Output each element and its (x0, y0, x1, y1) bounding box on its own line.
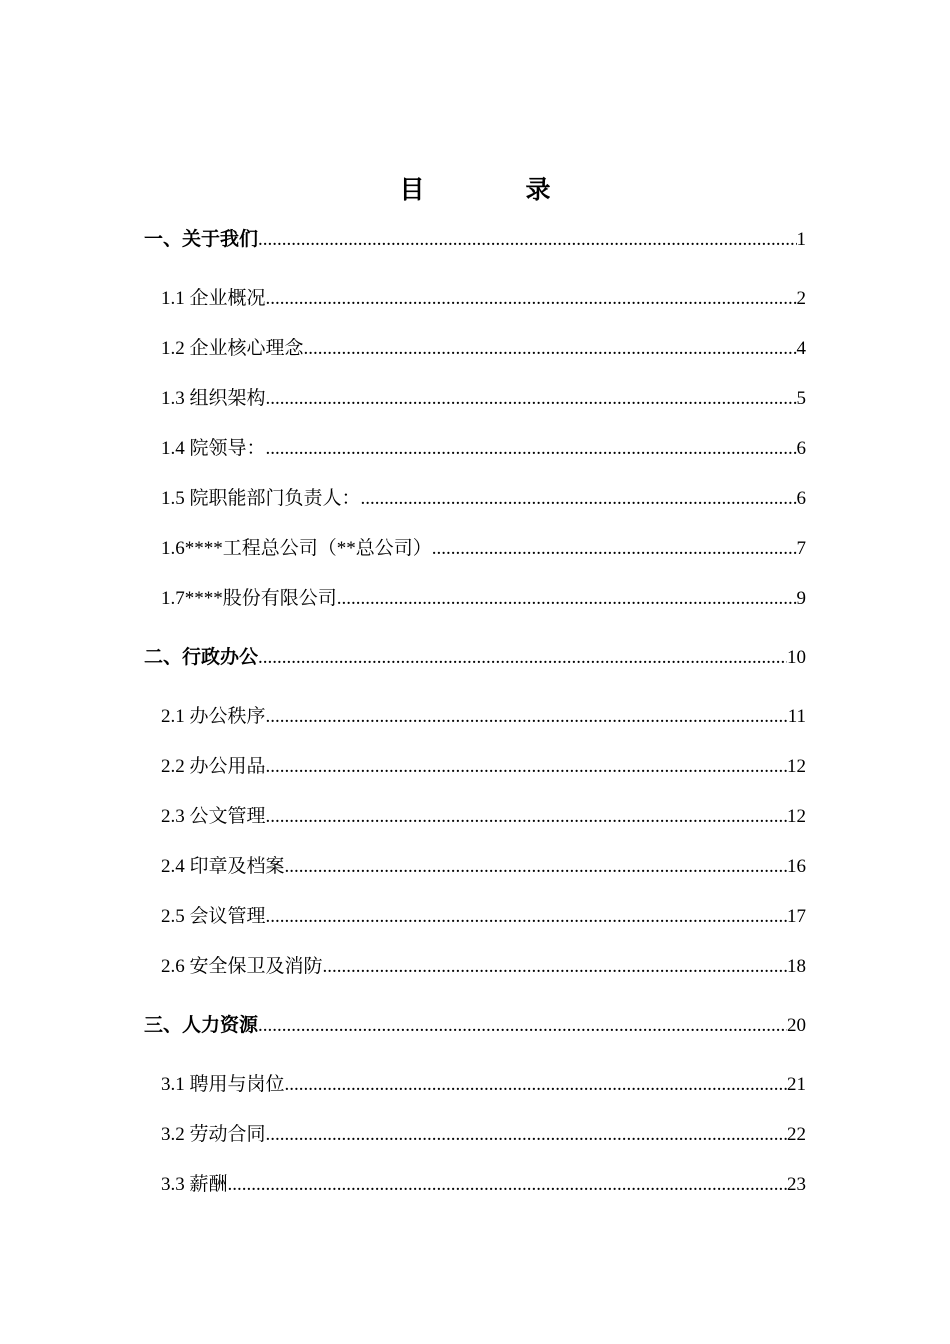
toc-page-number: 11 (787, 706, 806, 727)
toc-section-entry[interactable] (144, 438, 806, 460)
toc-page-number: 4 (796, 338, 806, 359)
toc-dot-leader (266, 906, 787, 928)
toc-entry-title: 2.3 公文管理 (161, 806, 266, 827)
toc-section-entry[interactable] (144, 756, 806, 778)
toc-entry-title: 2.1 办公秩序 (161, 706, 266, 727)
toc-page-number: 7 (796, 538, 806, 559)
toc-entry-title: 3.3 薪酬 (161, 1174, 228, 1195)
toc-entry-title: 3.1 聘用与岗位 (161, 1074, 285, 1095)
toc-dot-leader (266, 1124, 787, 1146)
toc-entry-title: 1.5 院职能部门负责人： (161, 488, 361, 509)
toc-page-number: 5 (796, 388, 806, 409)
toc-page-number: 2 (796, 288, 806, 309)
toc-entry-title: 2.4 印章及档案 (161, 856, 285, 877)
toc-dot-leader (285, 1074, 787, 1096)
toc-section-entry[interactable] (144, 1124, 806, 1146)
toc-page-number: 6 (796, 488, 806, 509)
toc-page-number: 17 (787, 906, 806, 927)
toc-entry-title: 1.6****工程总公司（**总公司） (161, 538, 432, 559)
toc-entry-title: 3.2 劳动合同 (161, 1124, 266, 1145)
toc-section-entry[interactable] (144, 856, 806, 878)
toc-page-number: 20 (787, 1015, 806, 1036)
toc-entry-title: 1.4 院领导： (161, 438, 266, 459)
toc-entry-title: 2.2 办公用品 (161, 756, 266, 777)
toc-chapter-entry[interactable] (144, 1014, 806, 1036)
toc-page-number: 23 (787, 1174, 806, 1195)
toc-dot-leader (304, 338, 797, 360)
toc-entry-title: 1.3 组织架构 (161, 388, 266, 409)
toc-section-entry[interactable] (144, 1174, 806, 1196)
toc-section-entry[interactable] (144, 538, 806, 560)
toc-dot-leader (266, 756, 787, 778)
toc-entry-title: 2.6 安全保卫及消防 (161, 956, 323, 977)
toc-section-entry[interactable] (144, 588, 806, 610)
toc-dot-leader (266, 806, 787, 828)
toc-dot-leader (258, 1015, 787, 1036)
toc-dot-leader (432, 538, 797, 560)
toc-page-number: 12 (787, 806, 806, 827)
toc-dot-leader (228, 1174, 787, 1196)
toc-page-number: 1 (796, 229, 806, 250)
toc-dot-leader (258, 647, 787, 668)
toc-dot-leader (337, 588, 797, 610)
toc-page-number: 6 (796, 438, 806, 459)
toc-page-number: 12 (787, 756, 806, 777)
toc-dot-leader (266, 288, 797, 310)
toc-chapter-entry[interactable] (144, 228, 806, 250)
toc-entry-title: 三、人力资源 (144, 1014, 259, 1036)
toc-dot-leader (266, 706, 788, 728)
toc-page-number: 21 (787, 1074, 806, 1095)
toc-dot-leader (266, 438, 797, 460)
toc-page-number: 22 (787, 1124, 806, 1145)
toc-dot-leader (266, 388, 797, 410)
toc-dot-leader (323, 956, 787, 978)
toc-section-entry[interactable] (144, 338, 806, 360)
toc-entry-title: 2.5 会议管理 (161, 906, 266, 927)
toc-section-entry[interactable] (144, 906, 806, 928)
toc-page-number: 18 (787, 956, 806, 977)
toc-section-entry[interactable] (144, 488, 806, 510)
toc-entry-title: 1.1 企业概况 (161, 288, 266, 309)
toc-section-entry[interactable] (144, 956, 806, 978)
toc-section-entry[interactable] (144, 288, 806, 310)
toc-dot-leader (361, 488, 797, 510)
toc-entry-title: 二、行政办公 (144, 646, 259, 668)
toc-entry-title: 1.2 企业核心理念 (161, 338, 304, 359)
toc-page-number: 16 (787, 856, 806, 877)
toc-dot-leader (258, 229, 796, 250)
toc-section-entry[interactable] (144, 806, 806, 828)
toc-page-number: 9 (796, 588, 806, 609)
toc-section-entry[interactable] (144, 706, 806, 728)
toc-entry-title: 一、关于我们 (144, 228, 259, 250)
toc-title: 目 录 (399, 175, 589, 204)
toc-entry-title: 1.7****股份有限公司 (161, 588, 337, 609)
toc-section-entry[interactable] (144, 388, 806, 410)
toc-section-entry[interactable] (144, 1074, 806, 1096)
toc-chapter-entry[interactable] (144, 646, 806, 668)
toc-page-number: 10 (787, 647, 806, 668)
toc-dot-leader (285, 856, 787, 878)
